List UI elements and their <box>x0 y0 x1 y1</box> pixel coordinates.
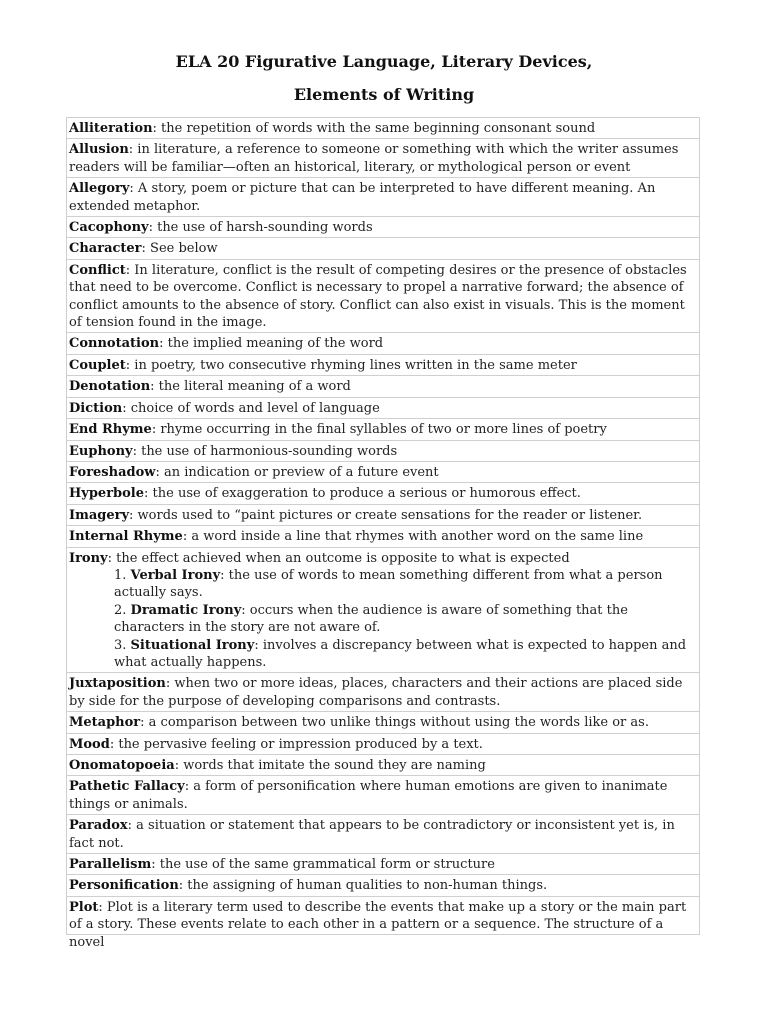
glossary-cell <box>67 504 700 525</box>
glossary-cell <box>67 815 700 854</box>
term-definition: : the implied meaning of the word <box>159 336 384 352</box>
term-label: Onomatopoeia <box>69 758 175 773</box>
glossary-cell <box>67 875 700 896</box>
term-label: Metaphor <box>69 715 141 731</box>
term-definition: : the assigning of human qualities to non-human things. <box>178 878 548 894</box>
glossary-cell <box>67 376 700 397</box>
sub-item-term: Dramatic Irony <box>130 602 242 618</box>
term-label: Internal Rhyme <box>69 529 183 545</box>
glossary-cell <box>67 178 700 217</box>
glossary-row-cacophony <box>67 217 700 238</box>
term-label: Plot <box>69 899 99 915</box>
term-definition: : the pervasive feeling or impression produced by a text. <box>109 736 483 752</box>
term-label: Character <box>69 241 142 257</box>
sub-item-term: Situational Irony <box>130 637 255 653</box>
term-label: Irony <box>69 550 108 566</box>
sub-item-number: 3. <box>114 637 131 653</box>
glossary-cell <box>67 854 700 875</box>
glossary-row-euphony <box>67 440 700 461</box>
term-definition: : words that imitate the sound they are naming <box>174 758 486 773</box>
sub-item-number: 2. <box>114 602 131 618</box>
term-definition: : a situation or statement that appears to be contradictory or inconsistent yet is, in fact not. <box>69 818 675 851</box>
term-label: Hyperbole <box>69 486 145 502</box>
glossary-cell <box>67 461 700 482</box>
term-label: Pathetic Fallacy <box>69 779 185 795</box>
term-definition: : choice of words and level of language <box>122 400 380 416</box>
glossary-cell <box>67 259 700 333</box>
term-label: Mood <box>69 736 110 752</box>
term-label: Personification <box>69 878 179 894</box>
glossary-cell <box>67 526 700 547</box>
sub-item-number: 1. <box>114 567 131 583</box>
term-definition: : Plot is a literary term used to describe the events that make up a story or the main part of a story. These events relate to each other in a pattern or a sequence. The structure of a novel <box>69 899 687 950</box>
glossary-row-parallelism <box>67 854 700 875</box>
irony-sub-item <box>69 637 698 672</box>
term-label: Alliteration <box>69 121 153 136</box>
term-label: Parallelism <box>69 857 152 873</box>
term-definition: : the use of exaggeration to produce a serious or humorous effect. <box>144 486 581 502</box>
term-definition: : the repetition of words with the same beginning consonant sound <box>152 121 596 136</box>
glossary-row-pathetic-fallacy <box>67 776 700 815</box>
glossary-cell <box>67 397 700 418</box>
glossary-row-allusion <box>67 139 700 178</box>
sub-item-definition: : the use of words to mean something different from what a person actually says. <box>114 567 663 601</box>
document-title-line-1: ELA 20 Figurative Language, Literary Devices, <box>175 52 593 71</box>
term-definition: : the use of harmonious-sounding words <box>132 443 398 459</box>
glossary-cell <box>67 712 700 733</box>
glossary-row-onomatopoeia <box>67 755 700 776</box>
glossary-row-irony <box>67 547 700 673</box>
term-definition: : rhyme occurring in the final syllables of two or more lines of poetry <box>151 422 607 438</box>
term-definition: : the effect achieved when an outcome is opposite to what is expected <box>107 550 570 566</box>
term-definition: : a word inside a line that rhymes with another word on the same line <box>182 529 644 545</box>
glossary-table <box>66 117 700 950</box>
term-definition: : an indication or preview of a future event <box>155 464 439 480</box>
term-label: Euphony <box>69 443 133 459</box>
term-definition: : words used to “paint pictures or create sensations for the reader or listener. <box>129 507 643 523</box>
glossary-cell <box>67 896 700 950</box>
glossary-cell <box>67 673 700 712</box>
term-definition: : the use of the same grammatical form or structure <box>151 857 495 873</box>
glossary-row-foreshadow <box>67 461 700 482</box>
term-definition: : in poetry, two consecutive rhyming lines written in the same meter <box>125 357 577 373</box>
document-title-line-2: Elements of Writing <box>293 85 475 104</box>
term-definition: : a form of personification where human emotions are given to inanimate things or animals. <box>69 779 668 812</box>
glossary-row-end-rhyme <box>67 419 700 440</box>
glossary-row-connotation <box>67 333 700 354</box>
term-label: Conflict <box>69 262 126 278</box>
irony-sub-item <box>69 567 698 602</box>
term-label: Diction <box>69 400 123 416</box>
term-definition: : A story, poem or picture that can be interpreted to have different meaning. An extended metaphor. <box>69 181 656 214</box>
glossary-cell <box>67 483 700 504</box>
glossary-row-conflict <box>67 259 700 333</box>
glossary-row-mood <box>67 733 700 754</box>
term-label: Juxtaposition <box>69 676 166 692</box>
glossary-row-plot <box>67 896 700 934</box>
glossary-row-juxtaposition <box>67 673 700 712</box>
glossary-row-internal-rhyme <box>67 526 700 547</box>
glossary-cell <box>67 333 700 354</box>
glossary-cell <box>67 217 700 238</box>
glossary-row-hyperbole <box>67 483 700 504</box>
term-label: Denotation <box>69 379 151 395</box>
term-definition: : In literature, conflict is the result of competing desires or the presence of obstacles that need to be overcome. Conflict is necessary to propel a narrative forward; the absence of conflict amounts to the absence of story. Conflict can also exist in visuals. This is the moment of tension found in the image. <box>69 262 687 331</box>
term-label: Cacophony <box>69 220 149 236</box>
glossary-row-denotation <box>67 376 700 397</box>
term-definition: : when two or more ideas, places, characters and their actions are placed side by side for the purpose of developing comparisons and contrasts. <box>69 676 683 709</box>
glossary-row-character <box>67 238 700 259</box>
term-label: Connotation <box>69 336 160 352</box>
term-definition: : a comparison between two unlike things without using the words like or as. <box>140 715 649 731</box>
sub-item-term: Verbal Irony <box>130 567 221 583</box>
glossary-row-alliteration <box>67 118 700 139</box>
term-label: Allegory <box>69 181 130 197</box>
glossary-cell <box>67 776 700 815</box>
glossary-row-imagery <box>67 504 700 525</box>
glossary-cell <box>67 354 700 375</box>
glossary-row-allegory <box>67 178 700 217</box>
glossary-cell <box>67 733 700 754</box>
glossary-cell <box>67 118 700 139</box>
sub-item-definition: : occurs when the audience is aware of something that the characters in the story are not aware of. <box>114 602 628 636</box>
term-label: End Rhyme <box>69 422 152 438</box>
term-definition: : the use of harsh-sounding words <box>148 220 373 236</box>
glossary-cell <box>67 547 700 673</box>
glossary-cell <box>67 139 700 178</box>
term-label: Foreshadow <box>69 464 156 480</box>
glossary-cell <box>67 419 700 440</box>
glossary-row-metaphor <box>67 712 700 733</box>
glossary-cell <box>67 755 700 776</box>
term-label: Allusion <box>69 142 129 158</box>
glossary-row-diction <box>67 397 700 418</box>
glossary-body <box>67 118 700 950</box>
term-definition: : the literal meaning of a word <box>150 379 351 395</box>
term-label: Couplet <box>69 357 126 373</box>
term-label: Imagery <box>69 507 130 523</box>
term-label: Paradox <box>69 818 128 834</box>
term-definition: : in literature, a reference to someone or something with which the writer assumes readers will be familiar—often an historical, literary, or mythological person or event <box>69 142 679 175</box>
irony-sub-item <box>69 602 698 637</box>
glossary-cell <box>67 440 700 461</box>
term-definition: : See below <box>141 241 218 257</box>
glossary-cell <box>67 238 700 259</box>
glossary-row-personification <box>67 875 700 896</box>
glossary-row-couplet <box>67 354 700 375</box>
glossary-row-paradox <box>67 815 700 854</box>
sub-item-definition: : involves a discrepancy between what is expected to happen and what actually happens. <box>114 637 687 670</box>
